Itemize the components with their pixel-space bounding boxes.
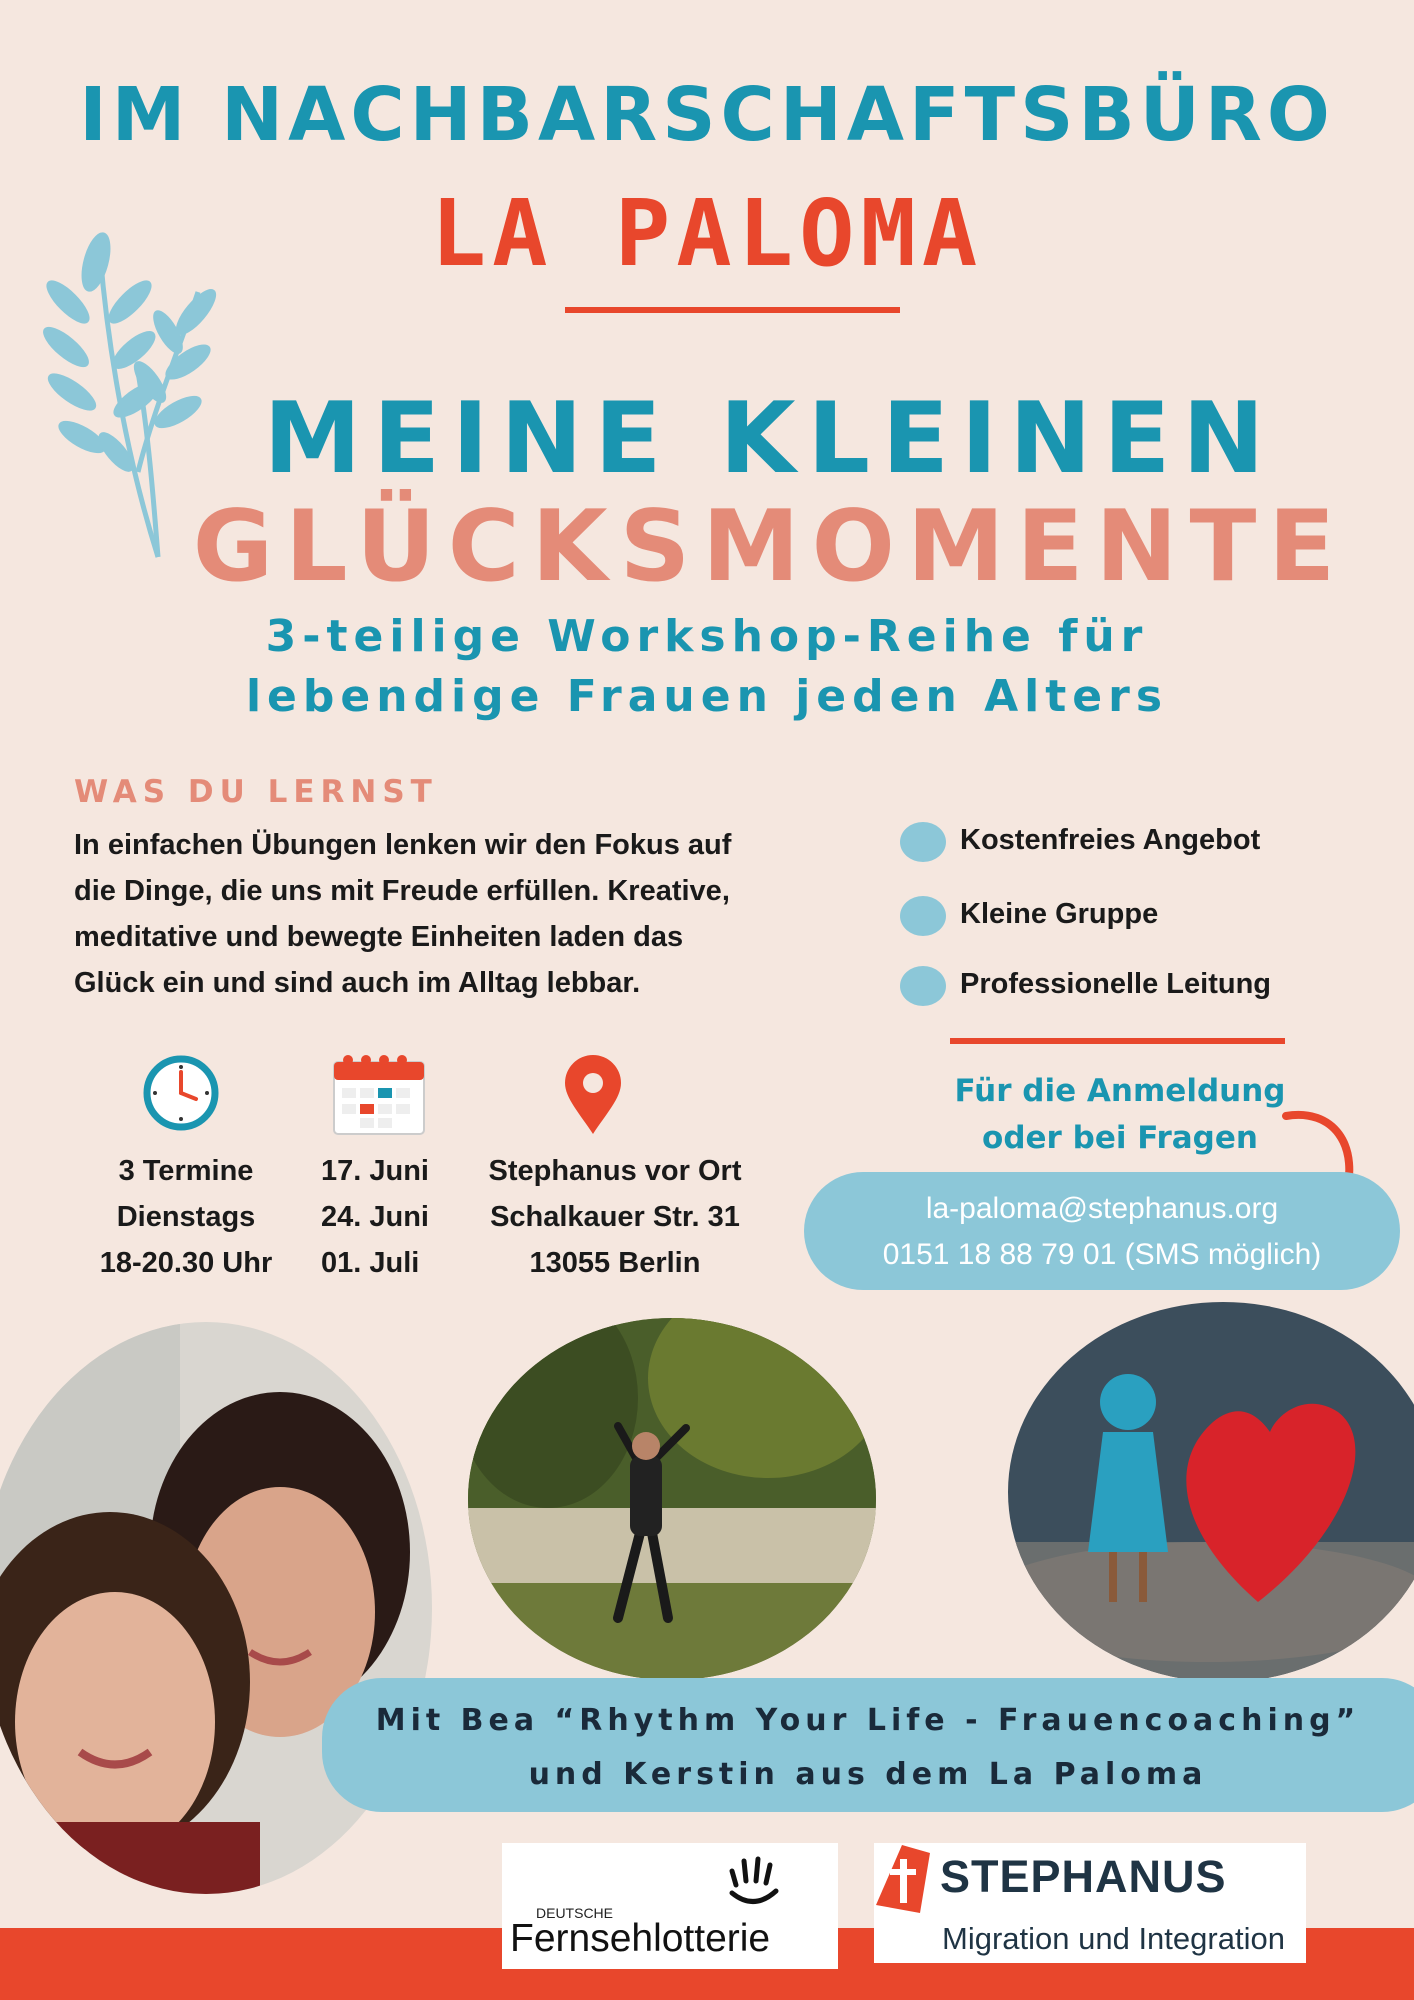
stephanus-tagline: Migration und Integration (942, 1921, 1285, 1956)
stephanus-name: STEPHANUS (940, 1851, 1227, 1902)
lottery-big: Fernsehlotterie (510, 1917, 771, 1960)
subtitle-line1: 3-teilige Workshop-Reihe für (265, 611, 1149, 662)
lottery-small: DEUTSCHE (536, 1905, 614, 1921)
bullet-dot (900, 896, 946, 936)
feature-label: Kleine Gruppe (960, 898, 1159, 930)
contact-line: Für die Anmeldung (954, 1073, 1286, 1109)
bullet-dot (900, 822, 946, 862)
title-line2: GLÜCKSMOMENTE (192, 490, 1348, 604)
hand-icon (724, 1853, 784, 1909)
map-pin-icon (562, 1054, 624, 1136)
info-line: 17. Juni (321, 1155, 429, 1187)
banner-line: Mit Bea “Rhythm Your Life - Frauencoaching” (375, 1703, 1361, 1738)
contact-details (804, 1186, 1400, 1278)
feature-label: Professionelle Leitung (960, 968, 1271, 1000)
learn-line: Glück ein und sind auch im Alltag lebbar. (74, 967, 641, 999)
photo-crochet-heart (1008, 1302, 1414, 1682)
email-link[interactable]: la-paloma@stephanus.org (925, 1192, 1279, 1225)
time-info (74, 1148, 298, 1286)
learn-line: In einfachen Übungen lenken wir den Fokus auf (74, 829, 732, 861)
divider (565, 307, 900, 313)
location-info (460, 1148, 770, 1286)
contact-line: oder bei Fragen (982, 1120, 1258, 1156)
divider (950, 1038, 1285, 1044)
title-line1: MEINE KLEINEN (263, 382, 1277, 496)
info-line: 3 Termine (118, 1155, 254, 1187)
feature-label: Kostenfreies Angebot (960, 824, 1261, 856)
phone-number[interactable]: 0151 18 88 79 01 (SMS möglich) (882, 1238, 1322, 1271)
banner-line: und Kerstin aus dem La Paloma (528, 1757, 1208, 1792)
info-line: Schalkauer Str. 31 (490, 1201, 740, 1233)
clock-icon (142, 1054, 220, 1132)
contact-question (935, 1068, 1305, 1162)
learn-line: meditative und bewegte Einheiten laden das (74, 921, 684, 953)
coaches-text (322, 1694, 1414, 1802)
info-line: Stephanus vor Ort (488, 1155, 742, 1187)
info-line: Dienstags (116, 1201, 256, 1233)
subtitle-line2: lebendige Frauen jeden Alters (245, 671, 1169, 722)
photo-nature (468, 1318, 876, 1680)
cross-flag-icon (876, 1845, 930, 1915)
header-line1: IM NACHBARSCHAFTSBÜRO (79, 72, 1335, 158)
info-line: 01. Juli (321, 1247, 420, 1279)
learn-heading: WAS DU LERNST (74, 774, 438, 810)
learn-description (74, 822, 854, 1006)
info-line: 18-20.30 Uhr (99, 1247, 273, 1279)
date-info (321, 1148, 471, 1286)
bullet-dot (900, 966, 946, 1006)
learn-line: die Dinge, die uns mit Freude erfüllen. Kreative, (74, 875, 730, 907)
calendar-icon (332, 1052, 426, 1136)
info-line: 13055 Berlin (529, 1247, 701, 1279)
subtitle (0, 607, 1414, 727)
info-line: 24. Juni (321, 1201, 429, 1233)
stephanus-logo (874, 1843, 1306, 1963)
fernsehlotterie-logo (502, 1843, 838, 1969)
header-line2: LA PALOMA (430, 180, 984, 287)
